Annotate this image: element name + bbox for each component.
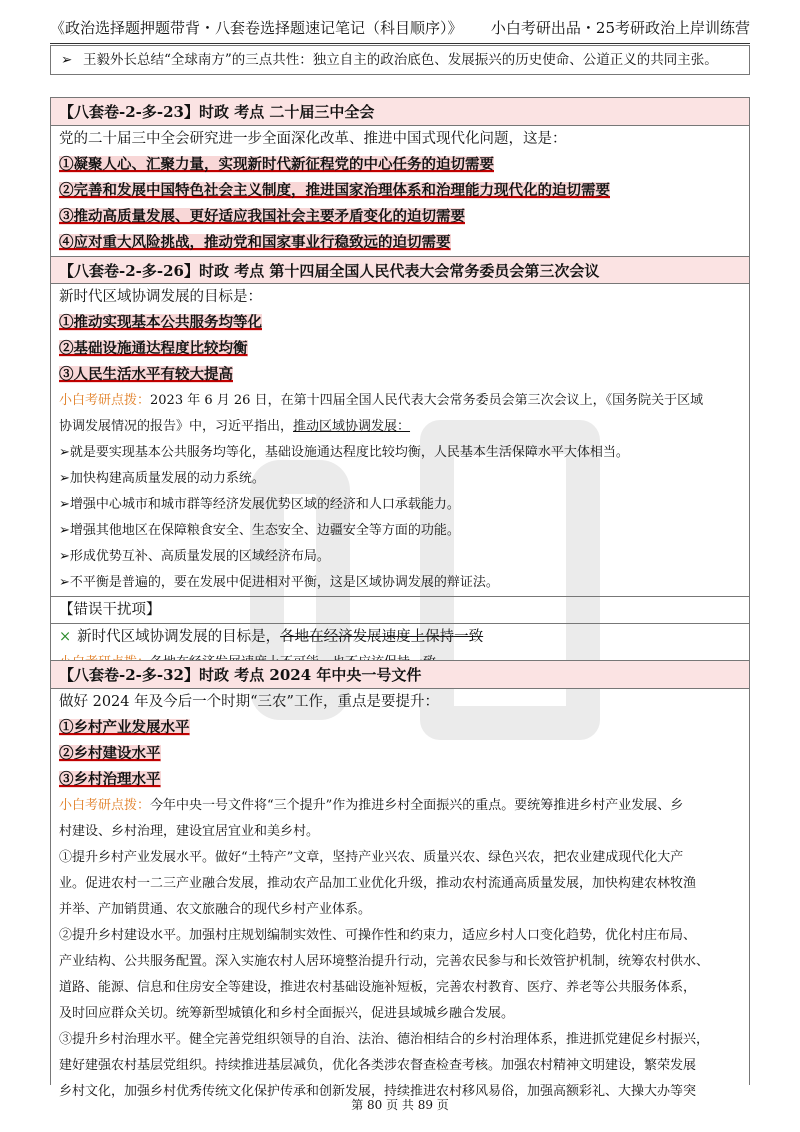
- error-section-label: 【错误干扰项】: [51, 596, 749, 623]
- explanation-line: ②提升乡村建设水平。加强村庄规划编制实效性、可操作性和约束力，适应乡村人口变化趋势，优化村庄布局、: [59, 928, 697, 943]
- explanation-line: 产业结构、公共服务配置。深入实施农村人居环境整治提升行动，完善农民参与和长效管护机制，统筹农村供水、: [59, 954, 710, 969]
- explanation-line: 并举、产加销贯通、农文旅融合的现代乡村产业体系。: [59, 902, 372, 917]
- top-bullet: [50, 45, 750, 75]
- header-book-title: 《政治选择题押题带背・八套卷选择题速记笔记（科目顺序）》: [50, 19, 463, 37]
- point-2: ➢加快构建高质量发展的动力系统。: [59, 471, 265, 486]
- answer-2: ②基础设施通达程度比较均衡: [59, 340, 248, 357]
- page-number: 第 80 页 共 89 页: [351, 1098, 449, 1112]
- page-header: [50, 13, 750, 44]
- wrong-option: × 新时代区域协调发展的目标是，各地在经济发展速度上保持一致: [51, 623, 749, 650]
- explanation-line: ①提升乡村产业发展水平。做好“土特产”文章，坚持产业兴农、质量兴农、绿色兴农，把农业建成现代化大产: [59, 850, 684, 865]
- explanation-line: ③提升乡村治理水平。健全完善党组织领导的自治、法治、德治相结合的乡村治理体系，推进抓党建促乡村振兴，: [59, 1032, 710, 1047]
- answer-2: ②完善和发展中国特色社会主义制度，推进国家治理体系和治理能力现代化的迫切需要: [59, 182, 610, 199]
- answer-4: ④应对重大风险挑战，推动党和国家事业行稳致远的迫切需要: [59, 234, 451, 251]
- point-3: ➢增强中心城市和城市群等经济发展优势区域的经济和人口承载能力。: [59, 497, 460, 512]
- explanation-line: 村建设、乡村治理，建设宜居宜业和美乡村。: [59, 824, 320, 839]
- point-4: ➢增强其他地区在保障粮食安全、生态安全、边疆安全等方面的功能。: [59, 523, 460, 538]
- explanation-line: 乡村文化，加强乡村优秀传统文化保护传承和创新发展，持续推进农村移风易俗，加强高额彩礼、大操大办等突: [59, 1084, 697, 1099]
- header-publisher: 小白考研出品・25考研政治上岸训练营: [490, 19, 750, 37]
- explanation: 小白考研点拨：今年中央一号文件将“三个提升”作为推进乡村全面振兴的重点。要统筹推进乡村产业发展、乡: [59, 798, 684, 813]
- question-block-23: [50, 97, 750, 677]
- answer-1: ①凝聚人心、汇聚力量，实现新时代新征程党的中心任务的迫切需要: [59, 156, 494, 173]
- question-title: 【八套卷-2-多-32】时政 考点 2024 年中央一号文件: [51, 661, 749, 689]
- answer-1: ①乡村产业发展水平: [59, 719, 190, 736]
- point-1: ➢就是要实现基本公共服务均等化，基础设施通达程度比较均衡，人民基本生活保障水平大体相当。: [59, 445, 629, 460]
- question-block-32: [50, 660, 750, 1099]
- explanation-line: 道路、能源、信息和住房安全等建设，推进农村基础设施补短板，完善农村教育、医疗、养老等公共服务体系，: [59, 980, 697, 995]
- explanation-line: 建好建强农村基层党组织。持续推进基层减负，优化各类涉农督查检查考核。加强农村精神文明建设，繁荣发展: [59, 1058, 697, 1073]
- answer-1: ①推动实现基本公共服务均等化: [59, 314, 262, 331]
- cross-icon: ×: [59, 629, 72, 645]
- point-6: ➢不平衡是普遍的，要在发展中促进相对平衡，这是区域协调发展的辩证法。: [59, 575, 499, 590]
- bullet-mark: ➢: [61, 52, 73, 68]
- answer-2: ②乡村建设水平: [59, 745, 161, 762]
- question-stem: 做好 2024 年及今后一个时期“三农”工作，重点是要提升：: [59, 694, 439, 710]
- answer-3: ③人民生活水平有较大提高: [59, 366, 233, 383]
- answer-3: ③乡村治理水平: [59, 771, 161, 788]
- explanation-line: 业。促进农村一二三产业融合发展，推动农产品加工业优化升级，推动农村流通高质量发展，加快构建农林牧渔: [59, 876, 697, 891]
- question-title: 【八套卷-2-多-26】时政 考点 第十四届全国人民代表大会常务委员会第三次会议: [51, 256, 749, 284]
- question-title: 【八套卷-2-多-23】时政 考点 二十届三中全会: [51, 98, 749, 126]
- explanation: 小白考研点拨：2023 年 6 月 26 日，在第十四届全国人民代表大会常务委员会第三次会议上，《国务院关于区域: [59, 393, 704, 408]
- explanation-line: 及时回应群众关切。统筹新型城镇化和乡村全面振兴，促进县域城乡融合发展。: [59, 1006, 515, 1021]
- question-stem: 党的二十届三中全会研究进一步全面深化改革、推进中国式现代化问题，这是：: [59, 131, 567, 147]
- top-bullet-text: 王毅外长总结“全球南方”的三点共性：独立自主的政治底色、发展振兴的历史使命、公道正义的共同主张。: [83, 52, 718, 68]
- explanation-cont: 协调发展情况的报告》中，习近平指出，推动区域协调发展：: [59, 419, 411, 434]
- answer-3: ③推动高质量发展、更好适应我国社会主要矛盾变化的迫切需要: [59, 208, 465, 225]
- point-5: ➢形成优势互补、高质量发展的区域经济布局。: [59, 549, 330, 564]
- question-stem: 新时代区域协调发展的目标是：: [59, 289, 262, 305]
